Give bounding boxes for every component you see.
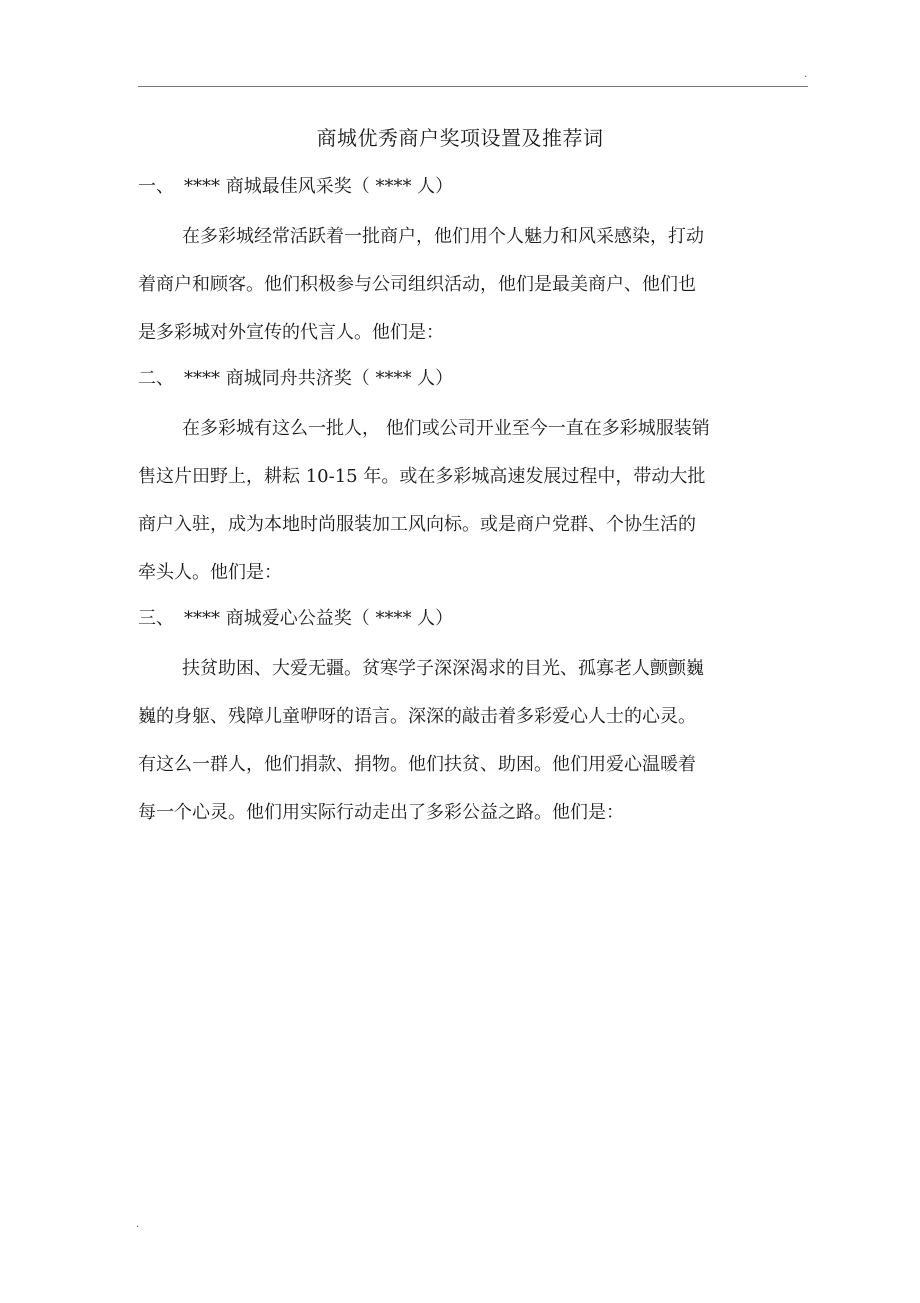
section-number: 三、 [138, 608, 174, 629]
paragraph-line: 有这么一群人，他们捐款、捐物。他们扶贫、助困。他们用爱心温暖着 [138, 754, 696, 775]
section-title: **** 商城同舟共济奖（ **** 人） [184, 368, 454, 389]
header-rule [138, 86, 808, 87]
section-heading-3 [138, 606, 453, 632]
section-title: **** 商城爱心公益奖（ **** 人） [184, 608, 454, 629]
section-title: **** 商城最佳风采奖（ **** 人） [184, 176, 454, 197]
paragraph-line: 巍的身躯、残障儿童咿呀的语言。深深的敲击着多彩爱心人士的心灵。 [138, 706, 696, 727]
paragraph-line: 牵头人。他们是： [138, 562, 282, 583]
section-heading-1 [138, 174, 453, 200]
paragraph-line: 是多彩城对外宣传的代言人。他们是： [138, 322, 444, 343]
header-dot: . [804, 69, 808, 80]
paragraph-line: 每一个心灵。他们用实际行动走出了多彩公益之路。他们是： [138, 802, 624, 823]
paragraph-line: 商户入驻，成为本地时尚服装加工风向标。或是商户党群、个协生活的 [138, 514, 696, 535]
paragraph-line: 售这片田野上，耕耘 10-15 年。或在多彩城高速发展过程中，带动大批 [138, 466, 706, 487]
section-heading-2 [138, 366, 453, 392]
paragraph-line: 在多彩城有这么一批人， 他们或公司开业至今一直在多彩城服装销 [182, 418, 710, 439]
section-number: 二、 [138, 368, 174, 389]
footer-dot: . [136, 1219, 140, 1230]
paragraph-line: 扶贫助困、大爱无疆。贫寒学子深深渴求的目光、孤寡老人颤颤巍 [182, 658, 704, 679]
section-number: 一、 [138, 176, 174, 197]
document-title: 商城优秀商户奖项设置及推荐词 [316, 126, 604, 150]
paragraph-line: 着商户和顾客。他们积极参与公司组织活动，他们是最美商户、他们也 [138, 274, 696, 295]
paragraph-line: 在多彩城经常活跃着一批商户，他们用个人魅力和风采感染，打动 [182, 226, 704, 247]
